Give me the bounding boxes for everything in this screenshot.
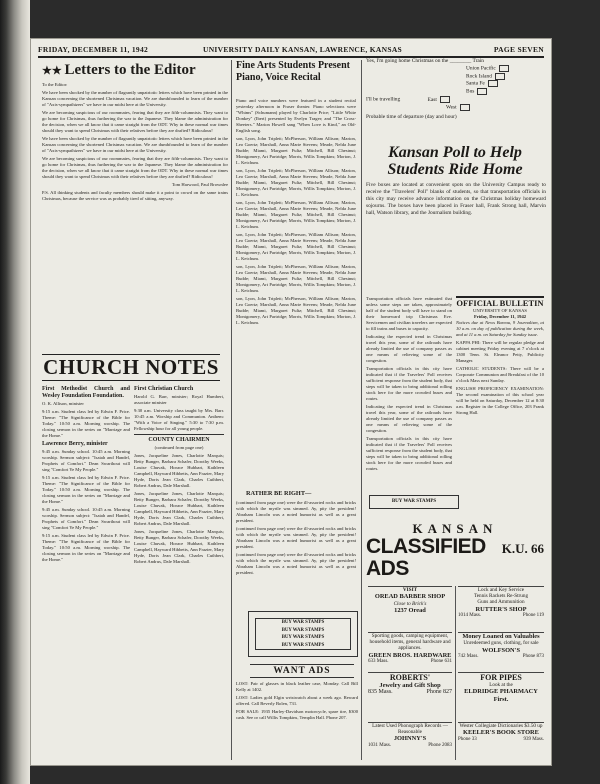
bulletin-item: CATHOLIC STUDENTS: There will be a Corporate Communion and Breakfast of the 10 o'clock Mass next Sunday. <box>456 366 544 383</box>
letters-column <box>42 82 228 348</box>
classified-title: CLASSIFIED ADS <box>366 535 486 580</box>
poll-body: Transportation officials have estimated that unless some steps are taken, approximately half of the student body will have to stand on their homeward trip Christmas Eve. Servicemen and civilian travelers are expected to fill trains and buses to capacity. <box>366 296 452 331</box>
church-schedule: 9:15 a.m. Student class led by Edwin F. Price. Theme: "The Significance of the Bible for Today." 10:50 a.m. Morning worship. The closing sermon in the series on "Marriage and the Home." <box>42 533 130 562</box>
church-schedule: 9:15 a.m. Student class led by Edwin F. Price. Theme: "The Significance of the Bible for Today." 10:50 a.m. Morning worship. The closing sermon in the series on "Marriage and the Home." <box>42 409 130 438</box>
want-ad: LOST: Ladies gold Elgin wristwatch about a week ago. Reward offered. Call Beverly Bolen, 731. <box>236 695 358 706</box>
poll-body: Five boxes are located at convenient spots on the University Campus ready to receive the "Travelers' Poll" blanks of students, so that transportation officials in this city may receive advance information on the Christmas holiday homeward sojourns. The boxes have been placed in Fraser hall, Frank Strong hall, Marvin hall, Watson library, and the Journalism building. <box>366 182 546 216</box>
war-stamps-line: BUY WAR STAMPS <box>281 620 325 625</box>
form-route-santa-fe[interactable]: Santa Fe <box>366 80 536 88</box>
war-stamps-ad <box>248 611 358 657</box>
church-minister: O. K. Allison, minister <box>42 401 84 406</box>
official-bulletin <box>456 296 544 470</box>
bulletin-notices <box>456 320 544 470</box>
newspaper-page <box>30 38 552 766</box>
poll-lead <box>366 182 546 294</box>
church-schedule: 9:15 a.m. Student class led by Edwin F. Price. Theme: "The Significance of the Bible for Today." 10:50 a.m. Morning worship. The closing sermon in the series on "Marriage and the Home." <box>42 475 130 504</box>
form-route-rock-island[interactable]: Rock Island <box>366 73 536 81</box>
checkbox[interactable] <box>488 80 498 87</box>
column-rule <box>361 60 362 760</box>
bulletin-notice: Notices due at News Bureau, 9 Journalism, at 10 a.m. on day of publication during the week, and at 11 a.m. on Saturday for Sunday issue. <box>456 320 544 337</box>
buy-war-stamps-banner: BUY WAR STAMPS <box>369 495 459 509</box>
poll-body: Indicating the expected trend in Christmas travel this year, some of the railroads have already limited the use of company passes as one means of relieving some of the congestion. <box>366 334 452 363</box>
rather-be-right-heading: RATHER BE RIGHT— <box>246 490 312 497</box>
poll-body: Indicating the expected trend in Christmas travel this year, some of the railroads have already limited the use of company passes as one means of relieving some of the congestion. <box>366 404 452 433</box>
church-heading: Lawrence Berry, minister <box>42 441 108 447</box>
ad-johnnys-records: Latest Used Phonograph Records — Reasonable JOHNNY'S 1031 Mass. Phone 2083 <box>368 723 452 748</box>
rather-be-right-body: (continued from page one) were the ill-assorted rocks and bricks with which the myrtle was simmed. Ay, pity the president! Abraham Lincoln was a noted humorist as well as a great president. <box>236 500 356 523</box>
poll-headline: Kansan Poll to Help Students Ride Home <box>387 144 523 178</box>
form-line-travelling: I'll be travelling East <box>366 96 536 104</box>
church-heading: First Methodist Church and Wesley Foundation Foundation. <box>42 386 130 399</box>
book-binding <box>0 0 30 784</box>
ad-rutters-shop: Lock and Key Service Tennis Rackets Re-Strung Guns and Ammunition RUTTER'S SHOP 1014 Mass. Phone 119 <box>458 587 544 619</box>
bulletin-date: Friday, December 11, 1942 <box>473 314 527 319</box>
form-line-1: Yes, I'm going home Christmas on the ________ Train <box>366 58 484 64</box>
classified-phone: K.U. 66 <box>501 541 544 556</box>
ad-roberts-jewelry: ROBERTS' Jewelry and Gift Shop 835 Mass. Phone 827 <box>368 673 452 696</box>
want-ads-column <box>236 681 358 761</box>
poll-column <box>366 296 452 492</box>
church-schedule: 9:30 a.m. University class taught by Mrs. Barr. 10:45 a.m. Worship and Communion. Anthem: "With a Voice of Singing." 5:30 to 7:30 p.m. Fellowship hour for all young people. <box>134 408 224 431</box>
form-route-bus[interactable]: Bus <box>366 88 536 96</box>
ad-oread-barber: VISIT OREAD BARBER SHOP Close to Brick's 1237 Oread <box>368 586 452 614</box>
county-names: Jones, Jacqueline Jones, Charlotte Marquis; Betty Bunger, Barbara Schafer, Dorothy Weeks, Louise Chuvak, Horace Hubbart, Kathleen Campbell, Hayward Hibbetts, Ann Frazier, Mary Hyde, Doris Jean Clark, Charles Cuthbert, Robert Andrus, Dale Marshall. <box>134 529 224 564</box>
letters-signature: Tom Harwood, Paul Brownlee <box>171 182 228 187</box>
poll-body: Transportation officials in this city have indicated that if the Travelers' Poll receives sufficient response from the student body, that steps will be taken to bring additional rolling stock here for the more crowded buses and routes. <box>366 366 452 401</box>
letters-salutation: To the Editor: <box>42 82 68 87</box>
checkbox[interactable] <box>477 88 487 95</box>
classified-ads-banner <box>366 522 544 582</box>
bulletin-title: OFFICIAL BULLETIN <box>456 298 544 308</box>
masthead-paper: UNIVERSITY DAILY KANSAN, LAWRENCE, KANSAS <box>203 45 403 54</box>
want-ad: FOR SALE: 1935 Harley-Davidson motorcycle, spare tire, $300 cash. See or call Willis Tompkins, Templin Hall. Phone 207. <box>236 709 358 720</box>
church-column-2 <box>134 384 224 758</box>
war-stamps-line: BUY WAR STAMPS <box>281 642 325 648</box>
form-line-departure: Probable time of departure (day and hour) <box>366 114 457 121</box>
letters-paragraph: We are becoming suspicious of our roommates, fearing that they are fifth-columnists. They want to go home for Christmas, thus furthering the war to the Japanese. They blame the administration for the decision, when we all know that it came straight from the ODT. Why in these normal war times should they want to spend Christmas with their relatives before they are drafted? Ridiculous! <box>42 110 228 133</box>
checkbox[interactable] <box>499 65 509 72</box>
bulletin-item: ENGLISH PROFICIENCY EXAMINATION: The second examination of this school year will be held on Saturday, December 12 at 8:30 a.m. Register in the College Office, 203 Frank Strong Hall. <box>456 386 544 415</box>
rather-be-right-body: (continued from page one) were the ill-assorted rocks and bricks with which the myrtle was simmed. Ay, pity the president! Abraham Lincoln was a noted humorist as well as a great president. <box>236 526 356 549</box>
letters-postscript: P.S. All thinking students and faculty members should make it a point to crowd on the same trains Christmas, because the service was as probably tired of sitting, anyway. <box>42 190 228 201</box>
checkbox[interactable] <box>440 96 450 103</box>
fine-arts-names: son, Lyon, John Triplett; McPherson, William Allison; Marion, Leo Goertz; Marshall, Anna Marie Stevens; Meade, Nelda June Budde; Miami, Margaret Fultz; Mitchell, Bill Chestnut; Montgomery, Art Partridge; Morris, Willis Tompkins; Morton, J. L. Ketchum. <box>236 232 356 261</box>
letters-paragraph: We have been shocked by the number of flagrantly unpatriotic letters which have been printed in the Kansan concerning the shortened Christmas vacation. We are dumbfounded to learn of the number of "Axis-sympathizers" we have in our midst here at the University. <box>42 90 228 107</box>
checkbox[interactable] <box>460 104 470 111</box>
rather-be-right-column <box>236 500 356 606</box>
ad-green-bros-hardware: Sporting goods, camping equipment, household items, general hardware and appliances. GREEN BROS. HARDWARE 633 Mass. Phone 631 <box>368 633 452 665</box>
poll-body: Transportation officials in this city have indicated that if the Travelers' Poll receives sufficient response from the student body, that steps will be taken to bring additional rolling stock here for the more crowded buses and routes. <box>366 436 452 471</box>
bulletin-org: UNIVERSITY OF KANSAS <box>473 308 527 313</box>
column-rule <box>231 60 232 760</box>
county-continued: (continued from page one) <box>154 445 204 450</box>
masthead-date: FRIDAY, DECEMBER 11, 1942 <box>38 45 149 54</box>
checkbox[interactable] <box>495 73 505 80</box>
fine-arts-names: son, Lyon, John Triplett; McPherson, William Allison; Marion, Leo Goertz; Marshall, Anna Marie Stevens; Meade, Nelda June Budde; Miami, Margaret Fultz; Mitchell, Bill Chestnut; Montgomery, Art Partridge; Morris, Willis Tompkins; Morton, J. L. Ketchum. <box>236 168 356 197</box>
church-column-1 <box>42 384 130 758</box>
church-minister: Harold G. Barr, minister; Royal Humbert, associate minister <box>134 394 224 405</box>
travel-poll-form <box>366 58 536 154</box>
letters-title: Letters to the Editor <box>64 62 196 78</box>
masthead-page: PAGE SEVEN <box>493 45 544 54</box>
fine-arts-column <box>236 98 356 488</box>
bottom-shadow <box>30 766 600 784</box>
fine-arts-names: son, Lyon, John Triplett; McPherson, William Allison; Marion, Leo Goertz; Marshall, Anna Marie Stevens; Meade, Nelda June Budde; Miami, Margaret Fultz; Mitchell, Bill Chestnut; Montgomery, Art Partridge; Morris, Willis Tompkins; Morton, J. L. Ketchum. <box>236 136 356 165</box>
classified-kansan: KANSAN <box>412 521 498 536</box>
church-schedule: 9:45 a.m. Sunday school. 10:45 a.m. Morning worship. Sermon subject: "Isaiah and Handel, Prophets of Comfort." Dean Swarthout will sing "Comfort Ye My People." <box>42 507 130 530</box>
fine-arts-names: son, Lyon, John Triplett; McPherson, William Allison; Marion, Leo Goertz; Marshall, Anna Marie Stevens; Meade, Nelda June Budde; Miami, Margaret Fultz; Mitchell, Bill Chestnut; Montgomery, Art Partridge; Morris, Willis Tompkins; Morton, J. L. Ketchum. <box>236 264 356 293</box>
form-dir-west[interactable]: West <box>366 104 536 112</box>
war-stamps-line: BUY WAR STAMPS <box>281 635 325 641</box>
letters-paragraph: We have been shocked by the number of flagrantly unpatriotic letters which have been printed in the Kansan concerning the shortened Christmas vacation. We are dumbfounded to learn of the number of "Axis-sympathizers" we have in our midst here at the University. <box>42 136 228 153</box>
want-ads-heading: WANT ADS <box>250 664 354 678</box>
fine-arts-body: Piano and voice numbers were featured in a student recital yesterday afternoon in Fraser theater. Piano selections were "Whims" (Schumann) played by Charlotte Price; "Little White Donkey" (Ibert) presented by Evelyn Trager; and "The Cross-Sheeters." Marion Howell sang "When Love is Kind," an Old-English song. <box>236 98 356 133</box>
church-notes-heading: CHURCH NOTES <box>43 355 219 379</box>
county-chairmen-heading: COUNTY CHAIRMEN <box>134 434 224 444</box>
war-stamps-line: BUY WAR STAMPS <box>281 627 325 633</box>
church-schedule: 9:45 a.m. Sunday school. 10:45 a.m. Morning worship. Sermon subject: "Isaiah and Handel, Prophets of Comfort." Dean Swarthout will sing "Comfort Ye My People." <box>42 449 130 472</box>
fine-arts-names: son, Lyon, John Triplett; McPherson, William Allison; Marion, Leo Goertz; Marshall, Anna Marie Stevens; Meade, Nelda June Budde; Miami, Margaret Fultz; Mitchell, Bill Chestnut; Montgomery, Art Partridge; Morris, Willis Tompkins; Morton, J. L. Ketchum. <box>236 296 356 325</box>
want-ad: LOST: Pair of glasses in black leather case, Monday. Call Bill Kelly at 1402. <box>236 681 358 692</box>
page-edge-shadow <box>552 38 600 784</box>
rather-be-right-body: (continued from page one) were the ill-assorted rocks and bricks with which the myrtle was simmed. Ay, pity the president! Abraham Lincoln was a noted humorist as well as a great president. <box>236 552 356 575</box>
ad-eldridge-pharmacy: FOR PIPES Look at the ELDRIDGE PHARMACY First. <box>458 672 544 703</box>
county-names: Jones, Jacqueline Jones, Charlotte Marquis; Betty Bunger, Barbara Schafer, Dorothy Weeks, Louise Chuvak, Horace Hubbart, Kathleen Campbell, Hayward Hibbetts, Ann Frazier, Mary Hyde, Doris Jean Clark, Charles Cuthbert, Robert Andrus, Dale Marshall. <box>134 453 224 488</box>
form-route-union-pacific[interactable]: Union Pacific <box>366 65 536 73</box>
ad-wolfsons: Money Loaned on Valuables Unredeemed guns, clothing, for sale WOLFSON'S 742 Mass. Phone 873 <box>458 633 544 660</box>
church-heading: First Christian Church <box>134 386 194 392</box>
fine-arts-headline: Fine Arts Students Present Piano, Voice Recital <box>236 60 350 83</box>
bulletin-item: KAPPA PHI: There will be regular pledge and cabinet meeting Friday evening at 7 o'clock at 1300 Tenn. St. Eleanor Petty, Publicity Manager. <box>456 340 544 363</box>
letters-paragraph: We are becoming suspicious of our roommates, fearing that they are fifth-columnists. They want to go home for Christmas, thus furthering the war to the Japanese. They blame the administration for the decision, when we all know that it came straight from the ODT. Why in these normal war times should they want to spend Christmas with their relatives before they are drafted? Ridiculous! <box>42 156 228 179</box>
ad-keelers-book-store: Wester Collegiate Dictionaries $3.50 up KEELER'S BOOK STORE Phone 33 939 Mass. <box>458 723 544 742</box>
fine-arts-names: son, Lyon, John Triplett; McPherson, William Allison; Marion, Leo Goertz; Marshall, Anna Marie Stevens; Meade, Nelda June Budde; Miami, Margaret Fultz; Mitchell, Bill Chestnut; Montgomery, Art Partridge; Morris, Willis Tompkins; Morton, J. L. Ketchum. <box>236 200 356 229</box>
county-names: Jones, Jacqueline Jones, Charlotte Marquis; Betty Bunger, Barbara Schafer, Dorothy Weeks, Louise Chuvak, Horace Hubbart, Kathleen Campbell, Hayward Hibbetts, Ann Frazier, Mary Hyde, Doris Jean Clark, Charles Cuthbert, Robert Andrus, Dale Marshall. <box>134 491 224 526</box>
letters-heading: ★★ Letters to the Editor <box>42 62 196 78</box>
ad-divider <box>455 586 456 760</box>
masthead <box>38 42 544 58</box>
